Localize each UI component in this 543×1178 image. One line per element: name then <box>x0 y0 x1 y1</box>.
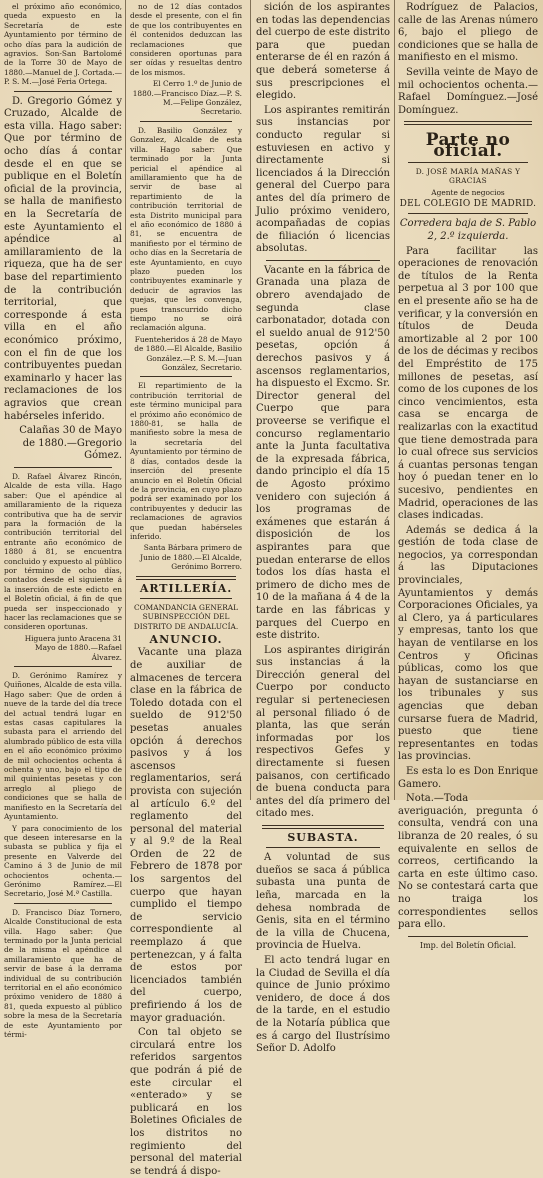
section-subtitle: COMANDANCIA GENERAL SUBINSPECCIÓN DEL DISTRITO DE ANDALUCÍA. <box>133 602 239 631</box>
notice-text: Con tal objeto se circulará entre los referidos sargentos que podrán á pié de este circular el «enterado» y se publicará en los Boletines Oficiales de los distritos no regimiento del personal del material se tendrá á dispo- <box>130 1027 242 1177</box>
notice-text: sición de los aspirantes en todas las dependencias del cuerpo de este distrito para que puedan enterarse de él en razón á que deberá someterse á sus prescripciones el elegido. <box>256 2 390 102</box>
double-divider <box>136 576 236 580</box>
notice-text: Rodríguez de Palacios, calle de las Arenas número 6, bajo el pliego de condiciones que se halla de manifiesto en el mismo. <box>398 2 538 64</box>
column-rule <box>125 0 126 800</box>
section-title: ANUNCIO. <box>149 633 223 647</box>
section-title: ARTILLERÍA. <box>139 581 233 595</box>
divider <box>140 376 232 377</box>
divider <box>14 91 112 92</box>
printer-imprint: Imp. del Boletín Oficial. <box>419 940 517 950</box>
notice-text: D. Rafael Álvarez Rincón, Alcalde de esta villa. Hago saber: Que el apéndice al amillaramiento de la riqueza contributiva que ha de servir para la formación de la contribución territorial del entrante año económico de 1880 á 81, se encuentra concluido y expuesto al público por término de ocho días, contados desde el siguiente á la inserción de este edicto en el Boletín oficial, á fin de que pueda ser inspeccionado y hacer las reclamaciones que se consideren oportunas. <box>4 471 122 632</box>
notice-text: Es esta lo es Don Enrique Gamero. <box>398 765 538 790</box>
section-heading: Parte no oficial. <box>425 130 511 161</box>
column-4 <box>398 2 538 950</box>
column-1 <box>4 2 122 1040</box>
notice-text: no de 12 días contados desde el presente, con el fin de que los contribuyentes en él contenidos deduzcan las reclamaciones que consideren oportunas para ser oídas y resueltas dentro de los mismos. <box>130 2 242 77</box>
notice-text: Los aspirantes dirigirán sus instancias á la Dirección general del Cuerpo por conducto regular si perteneciesen al personal filiado ó de planta, las que serán informadas por los respectivos Gefes y directamente si fuesen paisanos, con certificado de buena conducta para antes del día primero del citado mes. <box>256 644 390 820</box>
divider <box>14 903 112 904</box>
notice-text: Para facilitar las operaciones de renovación de títulos de la Renta perpetua al 3 por 100 que en el presente año se ha de verificar, y la conversión en títulos de Deuda amortizable al 2 por 100 de los de décimas y recibos del Empréstito de 175 millones de pesetas, así como de los cupones de los cinco vencimientos, esta casa se encarga de realizarlas con la exactitud que tiene demostrada para lo cual ofrece sus servicios á cuantas personas tengan hoy ó puedan tener en lo sucesivo, pendientes en Madrid, operaciones de las clases indicadas. <box>398 245 538 522</box>
notice-signature: Santa Bárbara primero de Junio de 1880.—El Alcalde, Gerónimo Borrero. <box>140 543 242 572</box>
column-2 <box>130 2 242 1177</box>
notice-text: A voluntad de sus dueños se saca á pública subasta una punta de leña, marcada en la dehesa nombrada de Genis, sita en el término de la villa de Chucena, provincia de Huelva. <box>256 852 390 952</box>
notice-text: D. Francisco Díaz Tornero, Alcalde Constitucional de esta villa. Hago saber: Que terminado por la Junta pericial de la misma el apéndice al amillaramiento que ha de servir de base á la derrama individual de su contribución territorial en el año económico próximo venidero de 1880 á 81, queda expuesto al público sobre la mesa de la Secretaría de este Ayuntamiento por térmi- <box>4 907 122 1040</box>
notice-text: el próximo año económico, queda expuesto en la Secretaría de este Ayuntamiento por término de ocho días para la audición de agravios. Son-San Bartolomé de la Torre 30 de Mayo de 1880.—Manuel de J. Cortada.—P. S. M.—José Feria Ortega. <box>4 2 122 87</box>
agent-address: Corredera baja de S. Pablo 2, 2.º izquierda. <box>399 218 537 243</box>
divider <box>266 260 380 261</box>
notice-signature: El Cerro 1.º de Junio de 1880.—Francisco Díaz.—P. S. M.—Felipe González, Secretario. <box>132 79 242 117</box>
notice-text: El acto tendrá lugar en la Ciudad de Sevilla el día quince de Junio próximo venidero, de doce á dos de la tarde, en el estudio de la Notaría pública que es á cargo del Ilustrísimo Señor D. Adolfo <box>256 955 390 1055</box>
notice-text: D. Gerónimo Ramírez y Quiñones, Alcalde de esta villa. Hago saber: Que de orden á nueve de la tarde del día trece del actual tendrá lugar en estas casas capitulares la subasta para el arriendo del alumbrado público de esta villa en el año económico próximo de mil ochocientos ochenta á ochenta y uno, bajo el tipo de mil quinientas pesetas y con arreglo al pliego de condiciones que se halla de manifiesto en la Secretaría del Ayuntamiento. <box>4 671 122 822</box>
double-divider <box>404 121 532 125</box>
notice-signature: Higuera junto Aracena 31 Mayo de 1880.—Rafael Álvarez. <box>24 633 122 662</box>
notice-text: D. Gregorio Gómez y Cruzado, Alcalde de esta villa. Hago saber: Que por término de ocho días á contar desde el en que se publique en el Boletín oficial de la provincia, se halla de manifiesto en la Secretaría de este Ayuntamiento el apéndice al amillaramiento de la riqueza, que ha de ser base del repartimiento de la contribución territorial, que corresponde á esta villa en el año económico próximo, con el fin de que los contribuyentes puedan examinarlo y hacer las reclamaciones de los agravios que crean habérseles inferido. <box>4 95 122 422</box>
divider <box>14 467 112 468</box>
notice-signature: Fuenteheridos á 28 de Mayo de 1880.—El Alcalde, Basilio González.—P. S. M.—Juan González, Secretario. <box>134 334 242 373</box>
notice-text: El repartimiento de la contribución territorial de este término municipal para el próximo año económico de 1880-81, se halla de manifiesto sobre la mesa de la secretaría del Ayuntamiento por término de 8 días, contados desde la inserción del presente anuncio en el Boletín Oficial de la provincia, en cuyo plazo podrá ser examinado por los contribuyentes y deducir las reclamaciones de agravios que puedan habérseles inferido. <box>130 381 242 541</box>
notice-signature: Calañas 30 de Mayo de 1880.—Gregorio Gómez. <box>19 425 122 462</box>
divider <box>408 213 528 214</box>
divider <box>408 936 528 937</box>
divider <box>140 121 232 122</box>
column-rule <box>394 0 395 800</box>
notice-text: Nota.—Toda averiguación, pregunta ó consulta, vendrá con una libranza de 20 reales, ó su equivalente en sellos de correos, certificando la carta en este último caso. No se contestará carta que no traiga los correspondientes sellos para ello. <box>398 793 538 931</box>
agent-name: D. JOSÉ MARÍA MAÑAS Y GRACIAS <box>415 166 521 186</box>
section-title: SUBASTA. <box>287 831 359 844</box>
divider <box>140 598 232 599</box>
notice-text: Además se dedica á la gestión de toda clase de negocios, ya correspondan á las Diputaciones provinciales, Ayuntamientos y demás Corporaciones Oficiales, ya al Clero, ya á particulares y empresas, tanto los que hayan de ventilarse en los Centros y Oficinas públicas, como los que hayan de sustanciarse en los tribunales y sus agencias que deban cursarse fuera de Madrid, puesto que tiene representantes en todas las provincias. <box>398 524 538 763</box>
notice-signature: Sevilla veinte de Mayo de mil ochocientos ochenta.—Rafael Domínguez.—José Domínguez. <box>398 66 538 116</box>
notice-text: D. Basilio González y Gonzalez, Alcalde de esta villa. Hago saber: Que terminado por la Junta pericial el apéndice al amillaramiento que ha de servir de base al repartimiento de la contribución territorial de esta Distrito municipal para el año económico de 1880 á 81, se encuentra de manifiesto por el término de ocho días en la Secretaría de este Ayuntamiento, en cuyo plazo pueden los contribuyentes examinarle y deducir de agravios las quejas, que les convenga, pues transcurrido dicho tiempo no se oirá reclamación alguna. <box>130 125 242 333</box>
double-divider <box>262 825 384 829</box>
divider <box>408 162 528 163</box>
agent-role: Agente de negocios <box>431 187 505 197</box>
divider <box>266 847 380 848</box>
divider <box>14 666 112 667</box>
notice-text: Y para conocimiento de los que deseen interesarse en la subasta se publica y fija el presente en Valverde del Camino á 3 de Junio de mil ochocientos ochenta.—Gerónimo Ramírez.—El Secretario, José M.ª Castilla. <box>4 823 122 899</box>
notice-text: Vacante en la fábrica de Granada una plaza de obrero avendajado de segunda clase carbonatador, dotada con el sueldo anual de 912'50 pesetas, opción á derechos pasivos y á ascensos reglamentarios, ha dispuesto el Excmo. Sr. Director general del Cuerpo que para proveerse se verifique el concurso reglamentario ante la Junta facultativa de la expresada fábrica, dando principio el día 15 de Agosto próximo venidero con sujeción á los programas de exámenes que estarán á disposición de los aspirantes para que puedan enterarse de ellos todos los días hasta el primero de dicho mes de 10 de la mañana á 4 de la tarde en las fábricas y parques del Cuerpo en este distrito. <box>256 264 390 642</box>
column-rule <box>250 0 251 800</box>
notice-text: Los aspirantes remitirán sus instancias por conducto regular si estuviesen en activo y directamente si licenciados á la Dirección general del Cuerpo para antes del día primero de Julio próximo venidero, acompañadas de copias de filiación ó licencias absolutas. <box>256 104 390 255</box>
notice-text: Vacante una plaza de auxiliar de almacenes de tercera clase en la fábrica de Toledo dotada con el sueldo de 912'50 pesetas anuales opción á derechos pasivos y á los ascensos reglamentarios, será provista con sujeción al artículo 6.º del reglamento del personal del material y al 9.º de la Real Orden de 22 de Febrero de 1878 por los sargentos del cuerpo que hayan cumplido el tiempo de servicio correspondiente al reemplazo á que pertenezcan, y á falta de estos por licenciados también del cuerpo, prefiriendo á los de mayor graduación. <box>130 647 242 1024</box>
column-3 <box>256 2 390 1055</box>
agent-college: DEL COLEGIO DE MADRID. <box>399 199 537 210</box>
